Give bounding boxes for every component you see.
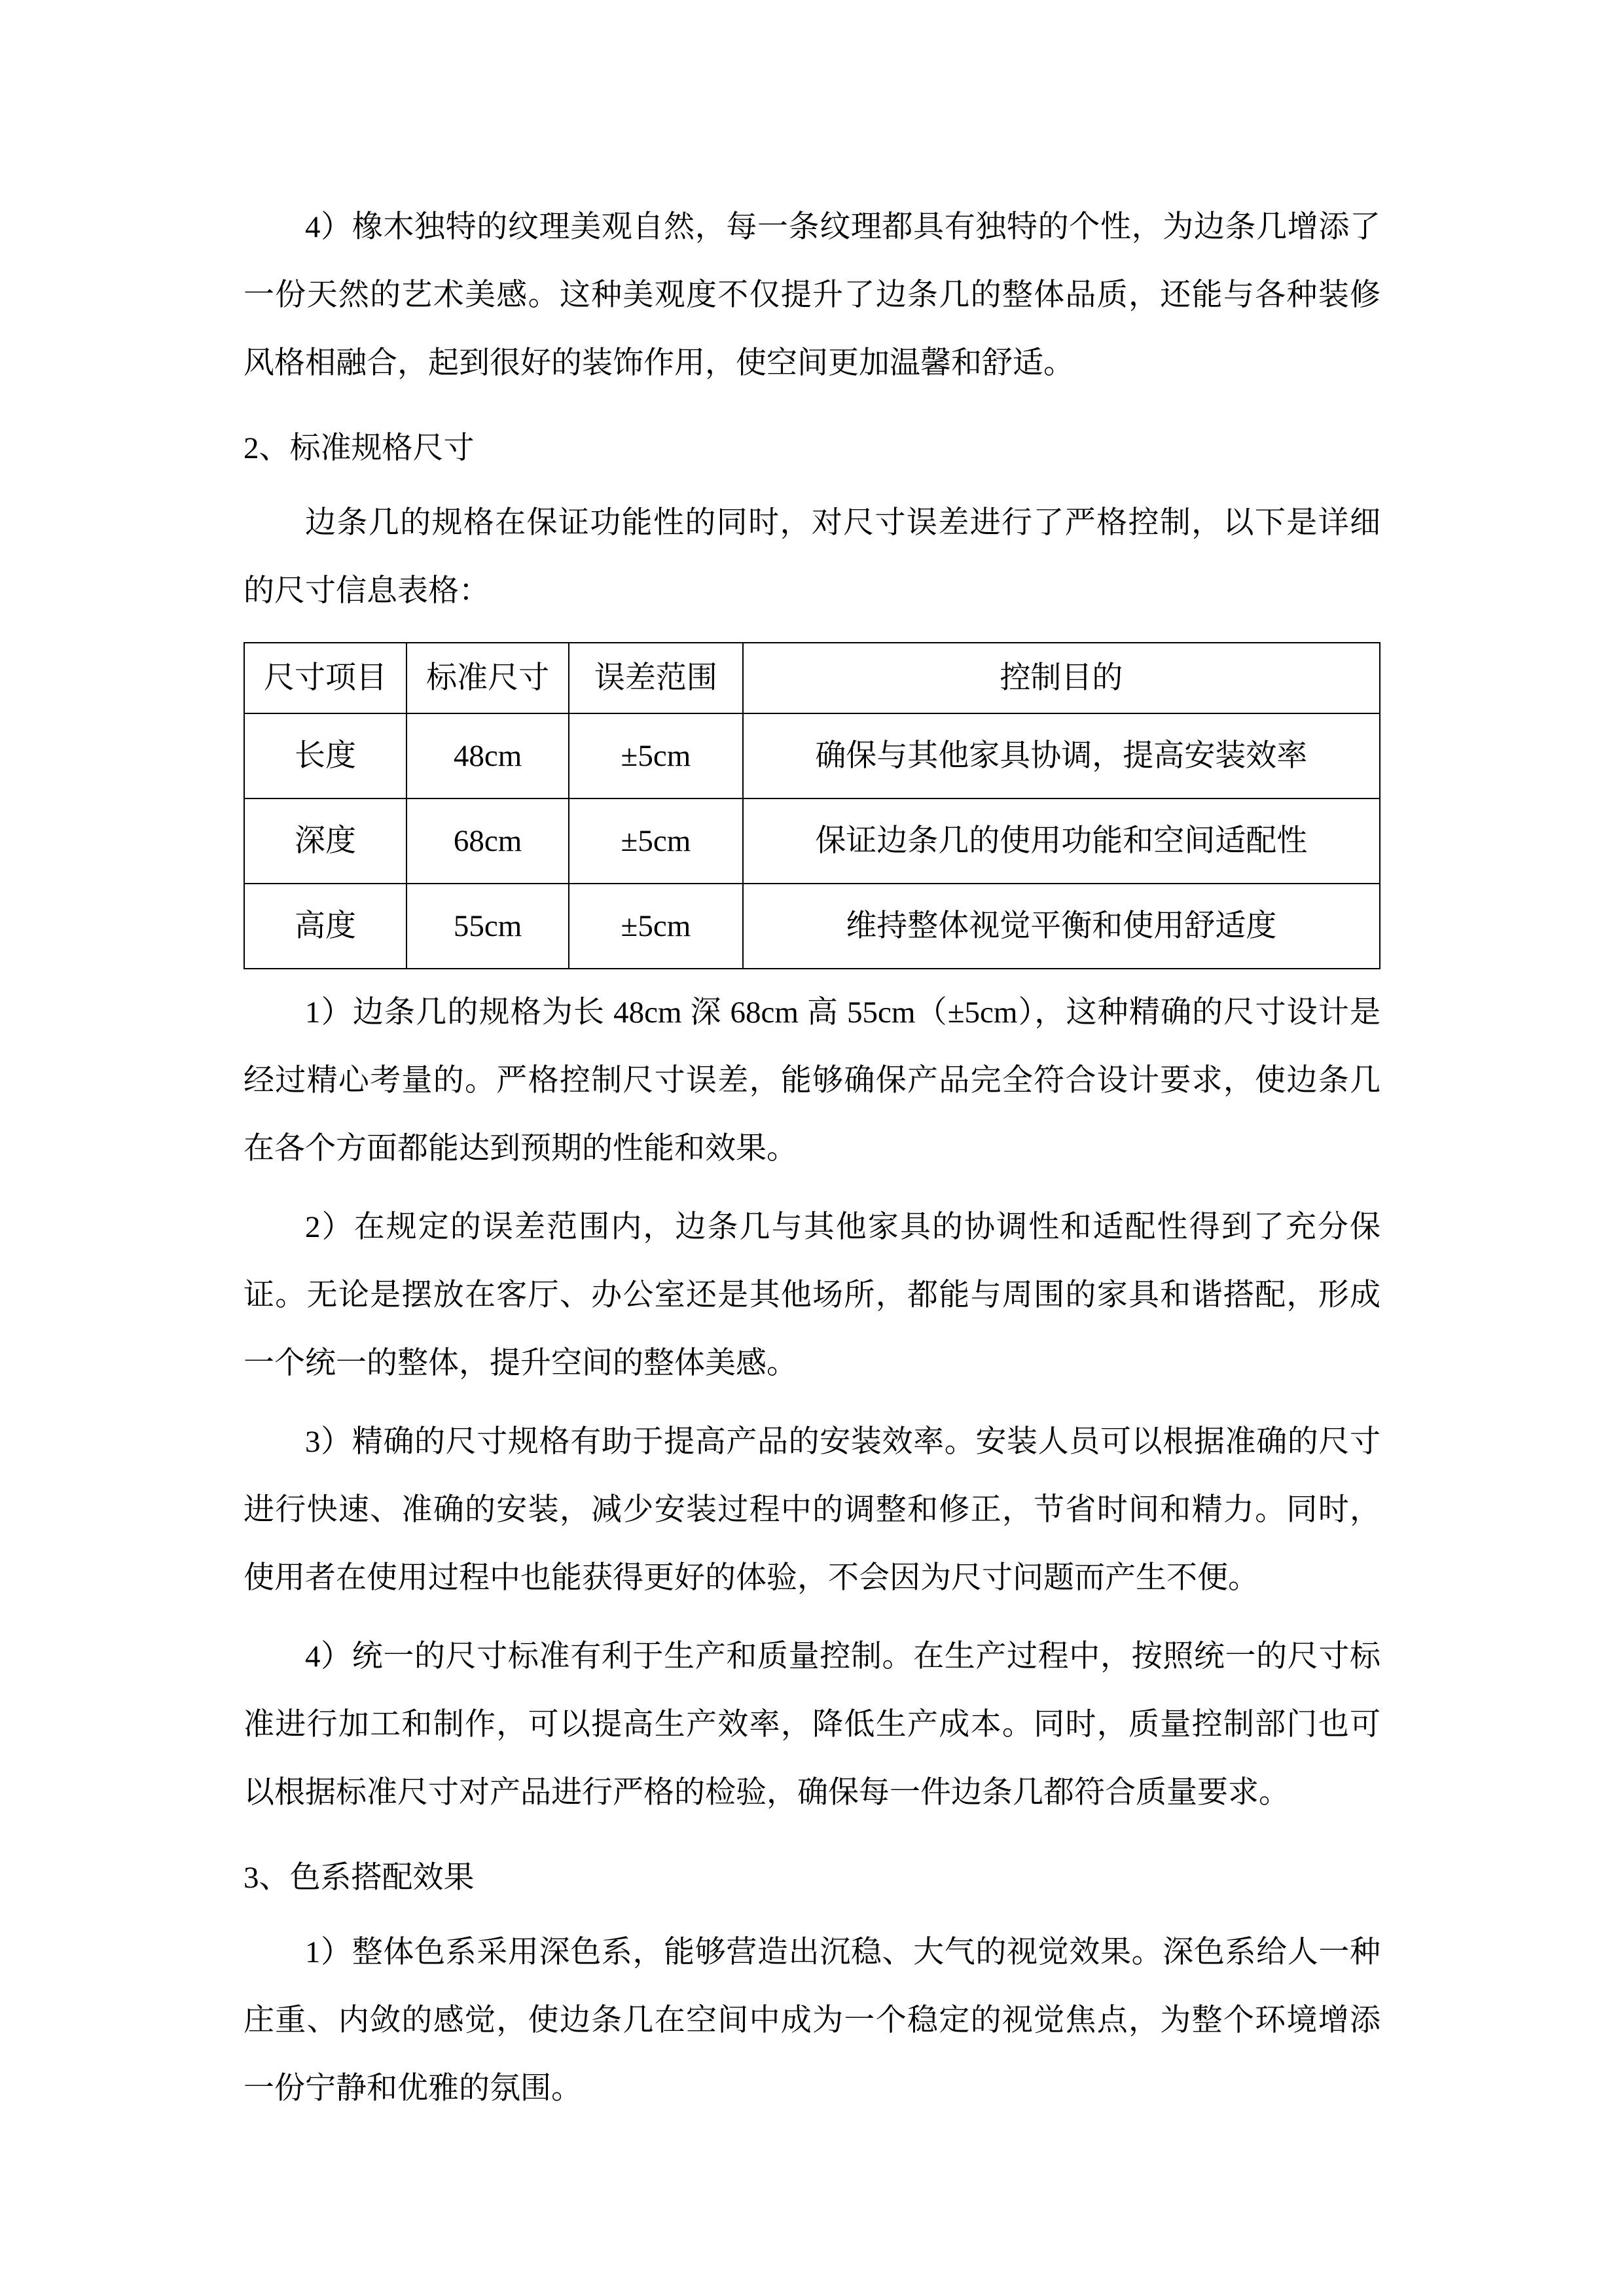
table-header-tolerance: 误差范围: [569, 643, 742, 713]
table-cell: 68cm: [406, 798, 569, 884]
table-row: [244, 884, 1380, 969]
paragraph-color-point-1: 1）整体色系采用深色系，能够营造出沉稳、大气的视觉效果。深色系给人一种庄重、内敛的感觉，使边条几在空间中成为一个稳定的视觉焦点，为整个环境增添一份宁静和优雅的氛围。: [244, 1935, 1380, 2106]
paragraph-size-intro: 边条几的规格在保证功能性的同时，对尺寸误差进行了严格控制，以下是详细的尺寸信息表格：: [244, 506, 1380, 608]
table-cell: 55cm: [406, 884, 569, 969]
table-row: [244, 798, 1380, 884]
spec-table: [244, 642, 1380, 969]
table-cell: 48cm: [406, 713, 569, 798]
paragraph-size-point-4: 4）统一的尺寸标准有利于生产和质量控制。在生产过程中，按照统一的尺寸标准进行加工和制作，可以提高生产效率，降低生产成本。同时，质量控制部门也可以根据标准尺寸对产品进行严格的检验，确保每一件边条几都符合质量要求。: [244, 1640, 1380, 1810]
table-cell: 维持整体视觉平衡和使用舒适度: [743, 884, 1380, 969]
section-heading-standard-size: 2、标准规格尺寸: [244, 431, 475, 465]
table-cell: ±5cm: [569, 884, 742, 969]
table-header-standard: 标准尺寸: [406, 643, 569, 713]
table-cell: ±5cm: [569, 798, 742, 884]
paragraph-size-point-1: 1）边条几的规格为长 48cm 深 68cm 高 55cm（±5cm），这种精确的尺寸设计是经过精心考量的。严格控制尺寸误差，能够确保产品完全符合设计要求，使边条几在各个方面都能达到预期的性能和效果。: [244, 996, 1380, 1166]
table-cell: ±5cm: [569, 713, 742, 798]
table-cell: 深度: [244, 798, 406, 884]
table-cell: 确保与其他家具协调，提高安装效率: [743, 713, 1380, 798]
table-header-purpose: 控制目的: [743, 643, 1380, 713]
paragraph-oak-texture: 4）橡木独特的纹理美观自然，每一条纹理都具有独特的个性，为边条几增添了一份天然的艺术美感。这种美观度不仅提升了边条几的整体品质，还能与各种装修风格相融合，起到很好的装饰作用，使空间更加温馨和舒适。: [244, 210, 1380, 380]
section-heading-color-scheme: 3、色系搭配效果: [244, 1861, 475, 1895]
paragraph-size-point-3: 3）精确的尺寸规格有助于提高产品的安装效率。安装人员可以根据准确的尺寸进行快速、准确的安装，减少安装过程中的调整和修正，节省时间和精力。同时，使用者在使用过程中也能获得更好的体验，不会因为尺寸问题而产生不便。: [244, 1425, 1380, 1595]
table-row: [244, 713, 1380, 798]
paragraph-size-point-2: 2）在规定的误差范围内，边条几与其他家具的协调性和适配性得到了充分保证。无论是摆放在客厅、办公室还是其他场所，都能与周围的家具和谐搭配，形成一个统一的整体，提升空间的整体美感。: [244, 1210, 1380, 1380]
table-cell: 长度: [244, 713, 406, 798]
table-cell: 高度: [244, 884, 406, 969]
table-header-item: 尺寸项目: [244, 643, 406, 713]
table-cell: 保证边条几的使用功能和空间适配性: [743, 798, 1380, 884]
table-header-row: [244, 643, 1380, 713]
